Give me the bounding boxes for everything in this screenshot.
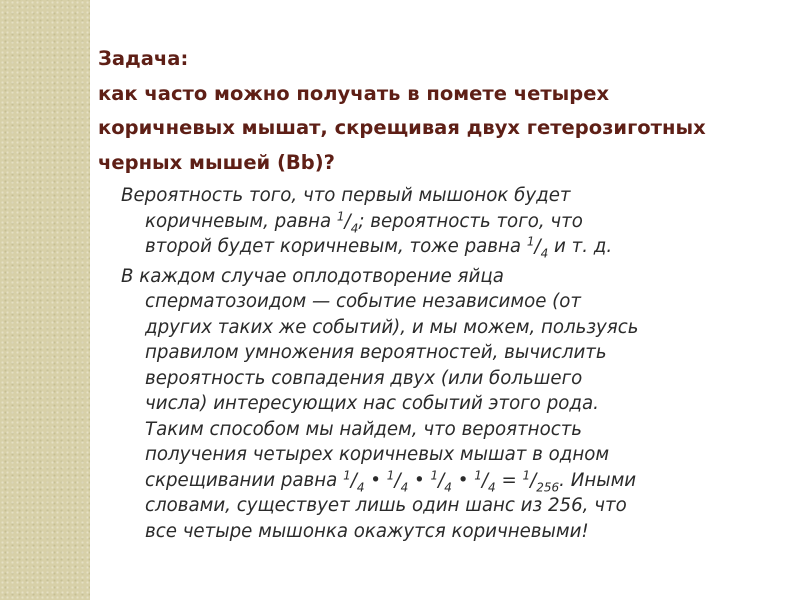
fraction-numerator: 1 (526, 234, 535, 249)
fraction: $^1/_4$ (474, 467, 496, 494)
fraction: $^1/_4$ (343, 467, 365, 494)
multiply-operator: • (451, 469, 475, 491)
text-line: все четыре мышонка окажутся коричневыми! (145, 520, 589, 542)
equals-operator: = (495, 469, 523, 491)
fraction-denominator: 4 (540, 246, 549, 261)
text-line: вероятность совпадения двух (или большего (145, 367, 583, 389)
fraction-denominator: 4 (400, 479, 409, 494)
text-line: числа) интересующих нас событий этого рода. (145, 393, 599, 414)
fraction-numerator: 1 (386, 467, 395, 482)
fraction-numerator: 1 (336, 208, 345, 223)
fraction-denominator: 4 (444, 479, 452, 494)
text-segment: скрещивании равна (145, 469, 344, 491)
text-line (121, 468, 781, 494)
text-line: словами, существует лишь один шанс из 256, что (145, 495, 627, 516)
body-text (121, 183, 781, 548)
text-line (121, 209, 781, 235)
text-segment: второй будет коричневым, тоже равна (145, 236, 527, 257)
fraction-numerator: 1 (430, 467, 439, 482)
fraction-denominator: 4 (488, 479, 496, 494)
fraction: $^1/_4$ (386, 467, 409, 494)
multiply-operator: • (408, 469, 431, 491)
title-line: черных мышей (Вb)? (98, 150, 335, 174)
text-segment: коричневым, равна (145, 210, 337, 232)
fraction-numerator: 1 (343, 467, 351, 482)
text-line: получения четырех коричневых мышат в одном (145, 444, 610, 465)
fraction: $^1/_{256}$ (522, 467, 560, 494)
text-line: правилом умножения вероятностей, вычислить (145, 342, 607, 363)
multiply-operator: • (364, 469, 387, 491)
text-segment: ; вероятность того, что (358, 210, 583, 232)
decorative-side-strip (0, 0, 90, 600)
fraction-denominator: 4 (350, 220, 359, 235)
title-line: Задача: (98, 47, 189, 70)
text-line: Вероятность того, что первый мышонок будет (121, 185, 571, 206)
paragraph-independence (121, 264, 781, 545)
paragraph-probability (121, 183, 781, 260)
fraction-numerator: 1 (522, 467, 531, 482)
fraction: $^1/_4$ (430, 467, 452, 494)
title-line: как часто можно получать в помете четырех (98, 81, 610, 105)
text-line: Таким способом мы найдем, что вероятность (145, 418, 583, 440)
text-segment: . Иными (559, 469, 637, 491)
fraction-numerator: 1 (474, 467, 482, 482)
text-segment: и т. д. (548, 236, 613, 257)
title-line: коричневых мышат, скрещивая двух гетерозиготных (98, 116, 706, 139)
text-line: других таких же событий), и мы можем, пользуясь (145, 316, 639, 338)
task-title (98, 42, 778, 180)
text-line: В каждом случае оплодотворение яйца (121, 265, 504, 287)
fraction: $^1/_4$ (336, 208, 359, 235)
text-line (121, 234, 781, 260)
text-line: сперматозоидом — событие независимое (от (145, 291, 581, 312)
fraction-denominator: 4 (356, 479, 365, 494)
fraction: $^1/_4$ (526, 234, 549, 261)
fraction-denominator: 256 (536, 479, 560, 494)
